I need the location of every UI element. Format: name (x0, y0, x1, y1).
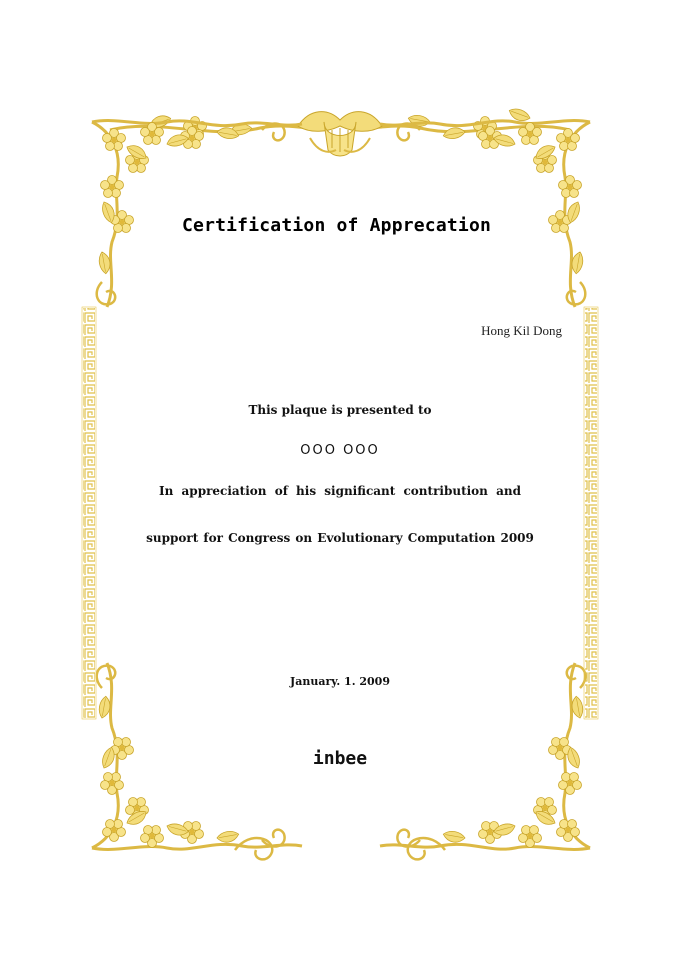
appreciation-text-line-1: In appreciation of his significant contribution and (159, 484, 521, 498)
appreciation-text-line-2: support for Congress on Evolutionary Computation 2009 (146, 531, 534, 545)
presented-line: This plaque is presented to (248, 403, 432, 417)
placeholder-name: OOO OOO (300, 443, 380, 458)
recipient-name: Hong Kil Dong (481, 323, 562, 338)
certificate-date: January. 1. 2009 (290, 675, 390, 688)
certificate-title: Certification of Apprecation (182, 215, 492, 236)
signature: inbee (312, 748, 368, 769)
